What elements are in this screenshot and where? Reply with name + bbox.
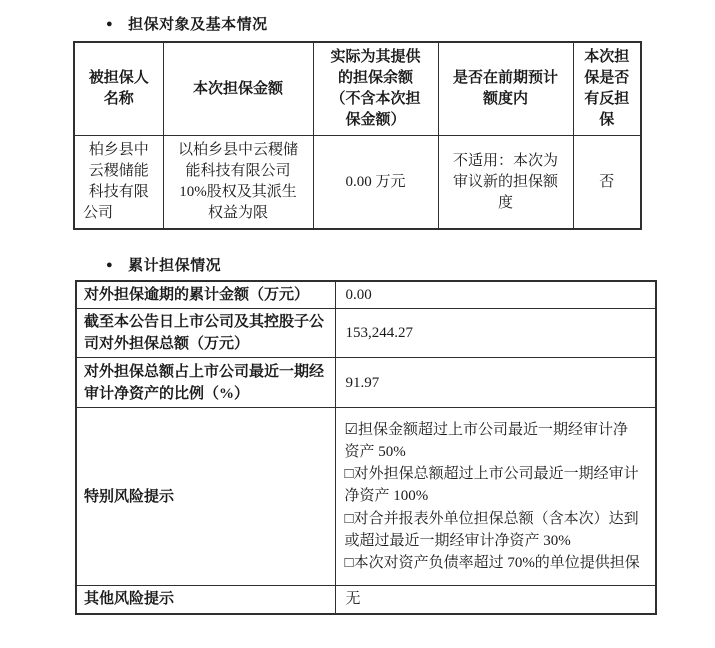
risk-item <box>345 419 642 463</box>
checkbox-unchecked-icon: □ <box>344 466 354 483</box>
table-row <box>76 309 656 358</box>
guarantee-basic-table <box>73 41 642 230</box>
label-guarantee-ratio-net-assets: 对外担保总额占上市公司最近一期经审计净资产的比例（%） <box>76 358 335 408</box>
label-overdue-guarantee-amount: 对外担保逾期的累计金额（万元） <box>76 281 335 309</box>
table-row <box>76 358 656 408</box>
cell-guarantee-amount: 以柏乡县中云稷储能科技有限公司10%股权及其派生权益为限 <box>163 136 313 230</box>
special-risk-checklist <box>335 408 656 586</box>
table-row <box>76 586 656 614</box>
risk-item <box>345 463 642 507</box>
risk-item <box>345 552 642 574</box>
table-row <box>74 136 641 230</box>
header-guaranteed-party: 被担保人名称 <box>74 42 163 136</box>
risk-item-text: 本次对资产负债率超过 70%的单位提供担保 <box>353 555 640 571</box>
risk-item-text: 担保金额超过上市公司最近一期经审计净资产 50% <box>344 421 628 460</box>
checkbox-unchecked-icon: □ <box>344 555 354 571</box>
table-row <box>76 281 656 309</box>
cumulative-guarantee-table <box>75 280 657 615</box>
risk-item <box>345 508 642 552</box>
table-row <box>76 408 656 586</box>
section-title-text: 担保对象及基本情况 <box>128 17 268 33</box>
label-other-risk-warning: 其他风险提示 <box>76 586 335 614</box>
section-guarantee-basic-title <box>106 13 715 34</box>
header-guarantee-amount: 本次担保金额 <box>163 42 313 136</box>
checkbox-checked-icon: ☑ <box>344 421 358 438</box>
cell-actual-balance: 0.00 万元 <box>313 136 438 230</box>
checkbox-unchecked-icon: □ <box>344 510 354 527</box>
value-other-risk-warning: 无 <box>335 586 656 614</box>
header-counter-guarantee: 本次担保是否有反担保 <box>573 42 641 136</box>
header-within-estimated-quota: 是否在前期预计额度内 <box>438 42 573 136</box>
cell-counter-guarantee: 否 <box>573 136 641 230</box>
value-overdue-guarantee-amount: 0.00 <box>335 281 656 309</box>
value-total-external-guarantee: 153,244.27 <box>335 309 656 358</box>
table-header-row <box>74 42 641 136</box>
value-guarantee-ratio-net-assets: 91.97 <box>335 358 656 408</box>
section-cumulative-guarantee-title <box>106 254 715 275</box>
cell-guaranteed-party: 柏乡县中云稷储能科技有限公司 <box>74 136 163 230</box>
bullet-icon: ● <box>106 18 114 30</box>
risk-item-text: 对合并报表外单位担保总额（含本次）达到或超过最近一期经审计净资产 30% <box>344 510 639 549</box>
label-total-external-guarantee: 截至本公告日上市公司及其控股子公司对外担保总额（万元） <box>76 309 335 358</box>
bullet-icon: ● <box>106 259 114 271</box>
section-title-text: 累计担保情况 <box>128 258 222 274</box>
cell-within-estimated-quota: 不适用：本次为审议新的担保额度 <box>438 136 573 230</box>
label-special-risk-warning: 特别风险提示 <box>76 408 335 586</box>
risk-item-text: 对外担保总额超过上市公司最近一期经审计净资产 100% <box>344 466 639 505</box>
header-actual-balance: 实际为其提供的担保余额（不含本次担保金额） <box>313 42 438 136</box>
